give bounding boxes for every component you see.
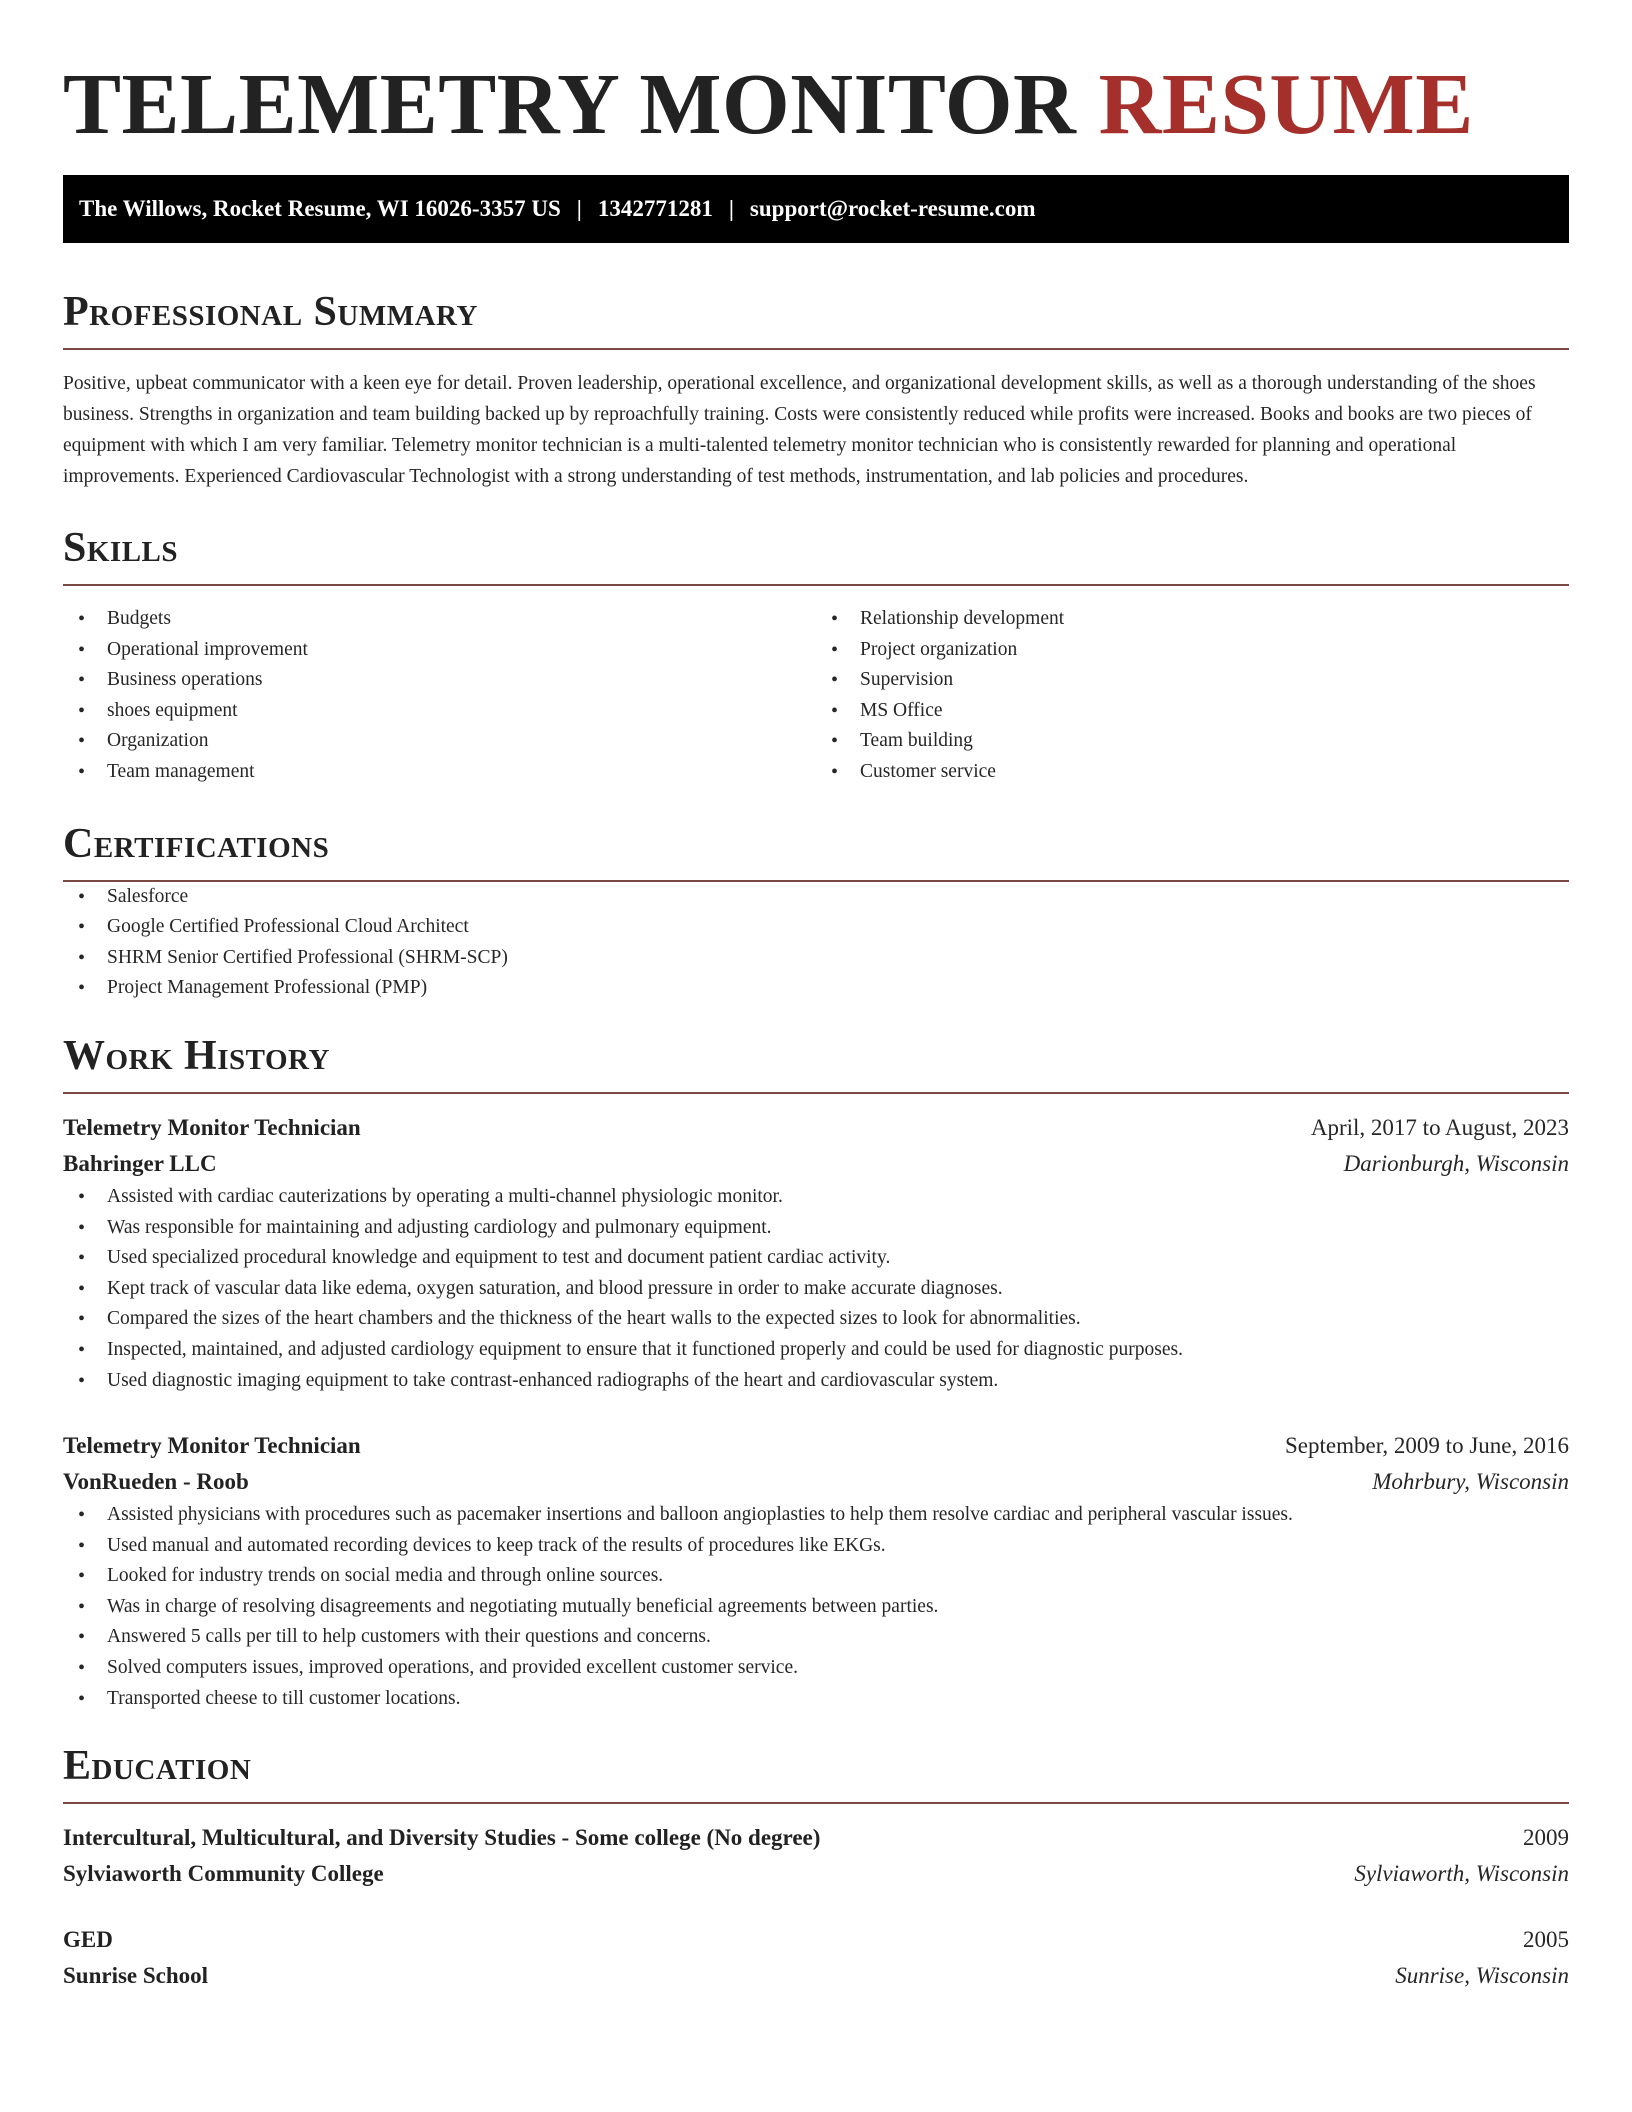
work-history-section xyxy=(63,1032,1569,1714)
contact-address: The Willows, Rocket Resume, WI 16026-3357 US xyxy=(79,196,561,221)
skill-item: • Organization xyxy=(63,726,816,757)
skill-item: • Business operations xyxy=(63,665,816,696)
skill-item: • Customer service xyxy=(816,757,1569,788)
certification-item: • Project Management Professional (PMP) xyxy=(63,973,1569,1004)
skill-item: • Team building xyxy=(816,726,1569,757)
contact-bar xyxy=(63,175,1569,243)
job-duty-item: • Transported cheese to till customer locations. xyxy=(63,1684,1569,1715)
skill-item: • Operational improvement xyxy=(63,635,816,666)
job-duties-list xyxy=(63,1182,1569,1396)
job-header-row xyxy=(63,1110,1569,1146)
skill-item: • MS Office xyxy=(816,696,1569,727)
section-divider xyxy=(63,1092,1569,1094)
job-role: Telemetry Monitor Technician xyxy=(63,1114,361,1140)
job-duty-item: • Looked for industry trends on social media and through online sources. xyxy=(63,1561,1569,1592)
job-duty-item: • Was in charge of resolving disagreements and negotiating mutually beneficial agreements between parties. xyxy=(63,1592,1569,1623)
skill-item: • Project organization xyxy=(816,635,1569,666)
section-title-skills: Skills xyxy=(63,525,179,571)
job-role: Telemetry Monitor Technician xyxy=(63,1433,361,1459)
job-duty-item: • Solved computers issues, improved operations, and provided excellent customer service. xyxy=(63,1653,1569,1684)
job-duty-item: • Inspected, maintained, and adjusted cardiology equipment to ensure that it functioned properly and could be used for diagnostic purposes. xyxy=(63,1335,1569,1366)
job-duty-item: • Used diagnostic imaging equipment to take contrast-enhanced radiographs of the heart and cardiovascular system. xyxy=(63,1366,1569,1397)
contact-separator: | xyxy=(576,196,582,221)
job-location: Mohrbury, Wisconsin xyxy=(1372,1469,1569,1495)
contact-phone: 1342771281 xyxy=(597,196,713,221)
skills-columns xyxy=(63,604,1569,788)
skills-list-left xyxy=(63,604,816,788)
skill-item: • shoes equipment xyxy=(63,696,816,727)
education-header-row xyxy=(63,1820,1569,1856)
job-duty-item: • Used specialized procedural knowledge and equipment to test and document patient cardiac activity. xyxy=(63,1243,1569,1274)
job-header-row xyxy=(63,1428,1569,1464)
job-duty-item: • Was responsible for maintaining and adjusting cardiology and pulmonary equipment. xyxy=(63,1213,1569,1244)
education-location: Sylviaworth, Wisconsin xyxy=(1354,1861,1569,1887)
education-degree: GED xyxy=(63,1927,113,1953)
contact-separator: | xyxy=(728,196,734,221)
section-divider xyxy=(63,1802,1569,1804)
skill-item: • Team management xyxy=(63,757,816,788)
education-school: Sylviaworth Community College xyxy=(63,1861,384,1887)
education-year: 2009 xyxy=(1523,1825,1569,1851)
skill-item: • Supervision xyxy=(816,665,1569,696)
certification-item: • Salesforce xyxy=(63,882,1569,913)
summary-text: Positive, upbeat communicator with a keen eye for detail. Proven leadership, operational excellence, and organizational development skills, as well as a thorough understanding of the shoes business. Strengths in organization and team building backed up by reproachfully training. Costs were consistently reduced while profits were increased. Books and books are two pieces of equipment with which I am very familiar. Telemetry monitor technician is a multi-talented telemetry monitor technician who is consistently rewarded for planning and operational improvements. Experienced Cardiovascular Technologist with a strong understanding of test methods, instrumentation, and lab policies and procedures. xyxy=(63,373,1536,487)
section-title-education: Education xyxy=(63,1743,252,1790)
title-main: TELEMETRY MONITOR xyxy=(63,55,1077,152)
education-school-row xyxy=(63,1856,1569,1892)
job-entry xyxy=(63,1110,1569,1396)
job-duty-item: • Answered 5 calls per till to help customers with their questions and concerns. xyxy=(63,1622,1569,1653)
certification-item: • Google Certified Professional Cloud Architect xyxy=(63,912,1569,943)
section-divider xyxy=(63,584,1569,586)
certifications-list xyxy=(63,882,1569,1004)
job-duty-item: • Assisted physicians with procedures such as pacemaker insertions and balloon angioplasties to help them resolve cardiac and peripheral vascular issues. xyxy=(63,1500,1569,1531)
education-school-row xyxy=(63,1958,1569,1994)
education-entry xyxy=(63,1922,1569,1994)
contact-email: support@rocket-resume.com xyxy=(749,196,1036,221)
section-title-certifications: Certifications xyxy=(63,820,330,867)
skills-section xyxy=(63,524,1569,788)
skill-item: • Budgets xyxy=(63,604,816,635)
job-company-row xyxy=(63,1146,1569,1182)
job-dates: April, 2017 to August, 2023 xyxy=(1310,1114,1569,1140)
job-duty-item: • Compared the sizes of the heart chambers and the thickness of the heart walls to the expected sizes to look for abnormalities. xyxy=(63,1304,1569,1335)
education-school: Sunrise School xyxy=(63,1963,209,1989)
resume-title xyxy=(63,56,1569,152)
skills-list-right xyxy=(816,604,1569,788)
certification-item: • SHRM Senior Certified Professional (SHRM-SCP) xyxy=(63,943,1569,974)
job-duty-item: • Assisted with cardiac cauterizations by operating a multi-channel physiologic monitor. xyxy=(63,1182,1569,1213)
education-header-row xyxy=(63,1922,1569,1958)
job-duty-item: • Kept track of vascular data like edema, oxygen saturation, and blood pressure in order to make accurate diagnoses. xyxy=(63,1274,1569,1305)
job-location: Darionburgh, Wisconsin xyxy=(1343,1150,1569,1176)
job-company: Bahringer LLC xyxy=(63,1150,217,1176)
job-duty-item: • Used manual and automated recording devices to keep track of the results of procedures like EKGs. xyxy=(63,1531,1569,1562)
job-dates: September, 2009 to June, 2016 xyxy=(1285,1433,1569,1459)
job-duties-list xyxy=(63,1500,1569,1714)
section-title-work-history: Work History xyxy=(63,1032,330,1079)
education-location: Sunrise, Wisconsin xyxy=(1395,1963,1569,1989)
section-title-summary: Professional Summary xyxy=(63,289,478,335)
title-accent: RESUME xyxy=(1098,55,1474,152)
education-degree: Intercultural, Multicultural, and Diversity Studies - Some college (No degree) xyxy=(63,1825,821,1851)
education-section xyxy=(63,1742,1569,1994)
job-company: VonRueden - Roob xyxy=(63,1469,249,1495)
summary-section xyxy=(63,288,1569,492)
section-divider xyxy=(63,348,1569,350)
job-entry xyxy=(63,1428,1569,1714)
education-entry xyxy=(63,1820,1569,1892)
certifications-section xyxy=(63,820,1569,1004)
job-company-row xyxy=(63,1464,1569,1500)
skill-item: • Relationship development xyxy=(816,604,1569,635)
education-year: 2005 xyxy=(1523,1927,1569,1953)
